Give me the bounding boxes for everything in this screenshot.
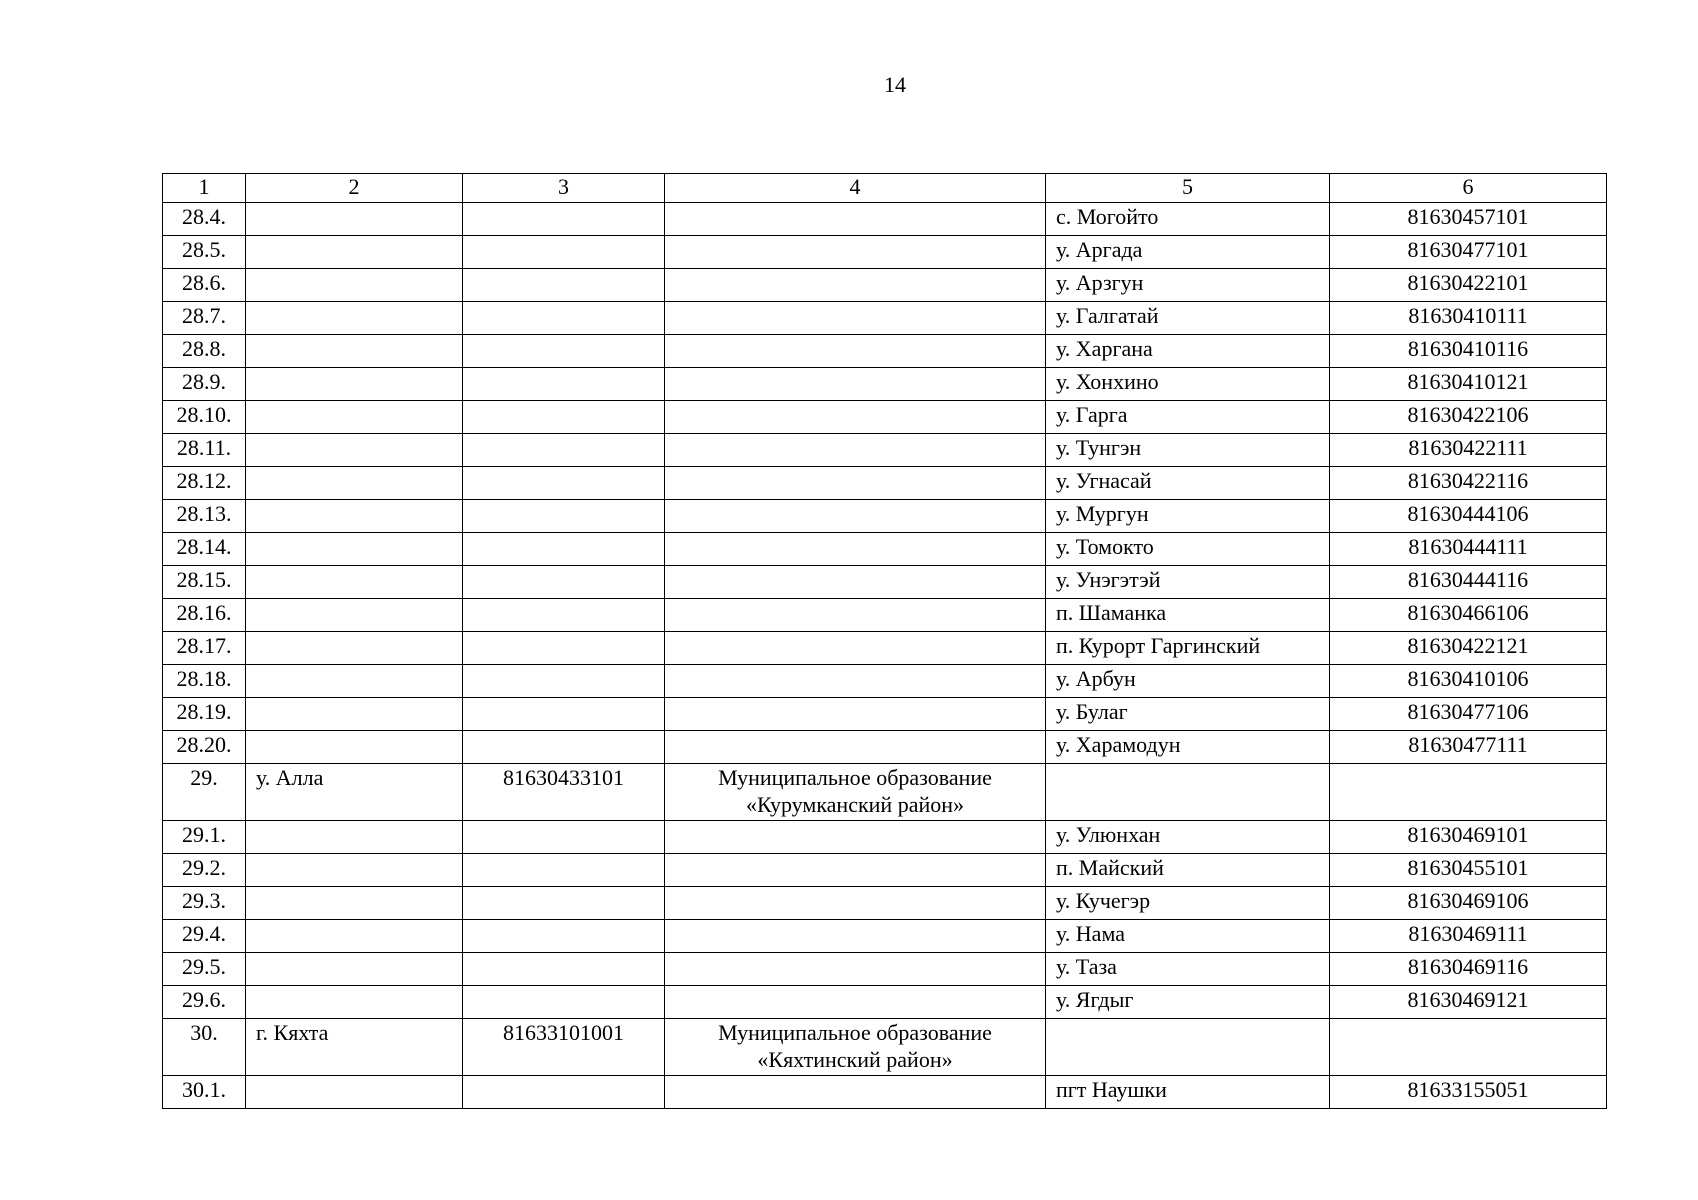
center-name-cell: [246, 821, 463, 854]
center-name-cell: [246, 401, 463, 434]
center-name-cell: [246, 335, 463, 368]
center-code-cell: [463, 368, 665, 401]
center-name-cell: [246, 599, 463, 632]
row-number-cell: 30.1.: [163, 1076, 246, 1109]
okato-code-cell: 81630477106: [1330, 698, 1607, 731]
center-code-cell: [463, 821, 665, 854]
municipality-cell: [665, 335, 1046, 368]
row-number-cell: 29.5.: [163, 953, 246, 986]
settlement-cell: у. Угнасай: [1046, 467, 1330, 500]
municipality-cell: Муниципальное образование «Кяхтинский район»: [665, 1019, 1046, 1076]
row-number-cell: 28.12.: [163, 467, 246, 500]
center-code-cell: [463, 731, 665, 764]
column-header-4: 4: [665, 174, 1046, 203]
settlement-cell: у. Ягдыг: [1046, 986, 1330, 1019]
table-row: [163, 467, 1607, 500]
center-name-cell: [246, 566, 463, 599]
row-number-cell: 28.13.: [163, 500, 246, 533]
center-name-cell: [246, 500, 463, 533]
table-row: [163, 821, 1607, 854]
row-number-cell: 28.14.: [163, 533, 246, 566]
settlement-cell: у. Мургун: [1046, 500, 1330, 533]
center-name-cell: [246, 434, 463, 467]
center-name-cell: у. Алла: [246, 764, 463, 821]
center-name-cell: [246, 467, 463, 500]
settlement-cell: у. Хонхино: [1046, 368, 1330, 401]
row-number-cell: 28.5.: [163, 236, 246, 269]
center-code-cell: [463, 500, 665, 533]
center-code-cell: [463, 401, 665, 434]
center-code-cell: [463, 920, 665, 953]
table-row: [163, 566, 1607, 599]
settlement-cell: у. Галгатай: [1046, 302, 1330, 335]
center-name-cell: [246, 632, 463, 665]
municipality-cell: [665, 203, 1046, 236]
okato-code-cell: 81630469106: [1330, 887, 1607, 920]
okato-code-cell: 81630457101: [1330, 203, 1607, 236]
settlement-cell: у. Улюнхан: [1046, 821, 1330, 854]
center-code-cell: 81633101001: [463, 1019, 665, 1076]
settlements-table: [162, 173, 1607, 1109]
row-number-cell: 29.1.: [163, 821, 246, 854]
column-header-1: 1: [163, 174, 246, 203]
center-code-cell: [463, 854, 665, 887]
table-row: [163, 269, 1607, 302]
settlement-cell: п. Шаманка: [1046, 599, 1330, 632]
settlement-cell: у. Таза: [1046, 953, 1330, 986]
municipality-cell: [665, 368, 1046, 401]
table-row: [163, 854, 1607, 887]
center-code-cell: [463, 467, 665, 500]
okato-code-cell: 81630410106: [1330, 665, 1607, 698]
settlement-cell: [1046, 1019, 1330, 1076]
center-code-cell: [463, 1076, 665, 1109]
municipality-cell: [665, 269, 1046, 302]
center-name-cell: [246, 953, 463, 986]
okato-code-cell: 81630466106: [1330, 599, 1607, 632]
row-number-cell: 29.3.: [163, 887, 246, 920]
center-name-cell: г. Кяхта: [246, 1019, 463, 1076]
table-header-row: [163, 174, 1607, 203]
okato-code-cell: 81630410116: [1330, 335, 1607, 368]
table-row: [163, 599, 1607, 632]
row-number-cell: 29.2.: [163, 854, 246, 887]
row-number-cell: 28.6.: [163, 269, 246, 302]
municipality-cell: [665, 302, 1046, 335]
settlement-cell: у. Арзгун: [1046, 269, 1330, 302]
center-code-cell: [463, 665, 665, 698]
table-row: [163, 500, 1607, 533]
table-row: [163, 302, 1607, 335]
table-row: [163, 632, 1607, 665]
settlement-cell: у. Унэгэтэй: [1046, 566, 1330, 599]
okato-code-cell: 81630444106: [1330, 500, 1607, 533]
okato-code-cell: 81630477101: [1330, 236, 1607, 269]
row-number-cell: 28.10.: [163, 401, 246, 434]
okato-code-cell: 81630422101: [1330, 269, 1607, 302]
row-number-cell: 29.4.: [163, 920, 246, 953]
okato-code-cell: [1330, 1019, 1607, 1076]
table-row: [163, 236, 1607, 269]
center-code-cell: [463, 335, 665, 368]
row-number-cell: 28.8.: [163, 335, 246, 368]
municipality-cell: [665, 500, 1046, 533]
municipality-cell: [665, 566, 1046, 599]
table-row: [163, 1019, 1607, 1076]
table-row: [163, 698, 1607, 731]
okato-code-cell: 81630444116: [1330, 566, 1607, 599]
municipality-cell: [665, 698, 1046, 731]
settlement-cell: у. Кучегэр: [1046, 887, 1330, 920]
settlement-cell: у. Харамодун: [1046, 731, 1330, 764]
settlement-cell: п. Майский: [1046, 854, 1330, 887]
okato-code-cell: 81630469101: [1330, 821, 1607, 854]
okato-code-cell: 81630444111: [1330, 533, 1607, 566]
center-name-cell: [246, 986, 463, 1019]
municipality-cell: [665, 887, 1046, 920]
settlement-cell: у. Арбун: [1046, 665, 1330, 698]
row-number-cell: 28.16.: [163, 599, 246, 632]
settlement-cell: у. Харгана: [1046, 335, 1330, 368]
center-code-cell: [463, 599, 665, 632]
center-name-cell: [246, 368, 463, 401]
table-row: [163, 434, 1607, 467]
okato-code-cell: 81630410121: [1330, 368, 1607, 401]
center-name-cell: [246, 887, 463, 920]
center-code-cell: [463, 698, 665, 731]
table-body: [163, 174, 1607, 1109]
municipality-cell: [665, 1076, 1046, 1109]
row-number-cell: 28.7.: [163, 302, 246, 335]
okato-code-cell: 81630469111: [1330, 920, 1607, 953]
center-name-cell: [246, 533, 463, 566]
table-row: [163, 986, 1607, 1019]
center-code-cell: [463, 203, 665, 236]
center-code-cell: [463, 434, 665, 467]
okato-code-cell: [1330, 764, 1607, 821]
municipality-cell: [665, 665, 1046, 698]
table-row: [163, 335, 1607, 368]
municipality-cell: [665, 986, 1046, 1019]
municipality-cell: [665, 821, 1046, 854]
settlement-cell: у. Томокто: [1046, 533, 1330, 566]
table-row: [163, 920, 1607, 953]
column-header-2: 2: [246, 174, 463, 203]
settlement-cell: [1046, 764, 1330, 821]
municipality-cell: [665, 599, 1046, 632]
okato-code-cell: 81630469121: [1330, 986, 1607, 1019]
table-row: [163, 731, 1607, 764]
center-code-cell: [463, 566, 665, 599]
settlement-cell: у. Булаг: [1046, 698, 1330, 731]
table-row: [163, 764, 1607, 821]
settlement-cell: п. Курорт Гаргинский: [1046, 632, 1330, 665]
center-name-cell: [246, 731, 463, 764]
center-code-cell: [463, 953, 665, 986]
center-name-cell: [246, 698, 463, 731]
okato-code-cell: 81630469116: [1330, 953, 1607, 986]
settlement-cell: у. Аргада: [1046, 236, 1330, 269]
municipality-cell: [665, 854, 1046, 887]
municipality-cell: [665, 731, 1046, 764]
center-name-cell: [246, 269, 463, 302]
row-number-cell: 28.15.: [163, 566, 246, 599]
okato-code-cell: 81630477111: [1330, 731, 1607, 764]
center-name-cell: [246, 203, 463, 236]
center-name-cell: [246, 920, 463, 953]
settlement-cell: пгт Наушки: [1046, 1076, 1330, 1109]
center-name-cell: [246, 302, 463, 335]
page-number: 14: [884, 72, 906, 97]
settlement-cell: у. Тунгэн: [1046, 434, 1330, 467]
okato-code-cell: 81630422121: [1330, 632, 1607, 665]
municipality-cell: [665, 467, 1046, 500]
municipality-cell: [665, 236, 1046, 269]
okato-code-cell: 81630422106: [1330, 401, 1607, 434]
row-number-cell: 29.6.: [163, 986, 246, 1019]
municipality-cell: [665, 434, 1046, 467]
center-code-cell: [463, 269, 665, 302]
row-number-cell: 29.: [163, 764, 246, 821]
row-number-cell: 28.4.: [163, 203, 246, 236]
okato-code-cell: 81633155051: [1330, 1076, 1607, 1109]
row-number-cell: 28.20.: [163, 731, 246, 764]
row-number-cell: 30.: [163, 1019, 246, 1076]
municipality-cell: [665, 632, 1046, 665]
table-row: [163, 401, 1607, 434]
table-row: [163, 887, 1607, 920]
municipality-cell: Муниципальное образование «Курумканский район»: [665, 764, 1046, 821]
center-code-cell: [463, 302, 665, 335]
table-row: [163, 533, 1607, 566]
municipality-cell: [665, 533, 1046, 566]
center-code-cell: [463, 887, 665, 920]
table-row: [163, 203, 1607, 236]
center-code-cell: [463, 236, 665, 269]
center-name-cell: [246, 1076, 463, 1109]
settlement-cell: с. Могойто: [1046, 203, 1330, 236]
settlement-cell: у. Гарга: [1046, 401, 1330, 434]
center-name-cell: [246, 665, 463, 698]
center-code-cell: [463, 632, 665, 665]
center-name-cell: [246, 236, 463, 269]
municipality-cell: [665, 920, 1046, 953]
municipality-cell: [665, 401, 1046, 434]
row-number-cell: 28.18.: [163, 665, 246, 698]
okato-code-cell: 81630455101: [1330, 854, 1607, 887]
table-row: [163, 953, 1607, 986]
row-number-cell: 28.11.: [163, 434, 246, 467]
table-row: [163, 665, 1607, 698]
center-code-cell: 81630433101: [463, 764, 665, 821]
table-row: [163, 368, 1607, 401]
okato-code-cell: 81630422116: [1330, 467, 1607, 500]
row-number-cell: 28.9.: [163, 368, 246, 401]
column-header-5: 5: [1046, 174, 1330, 203]
row-number-cell: 28.19.: [163, 698, 246, 731]
column-header-6: 6: [1330, 174, 1607, 203]
settlement-cell: у. Нама: [1046, 920, 1330, 953]
center-name-cell: [246, 854, 463, 887]
municipality-cell: [665, 953, 1046, 986]
center-code-cell: [463, 533, 665, 566]
okato-code-cell: 81630422111: [1330, 434, 1607, 467]
column-header-3: 3: [463, 174, 665, 203]
table-row: [163, 1076, 1607, 1109]
row-number-cell: 28.17.: [163, 632, 246, 665]
center-code-cell: [463, 986, 665, 1019]
okato-code-cell: 81630410111: [1330, 302, 1607, 335]
